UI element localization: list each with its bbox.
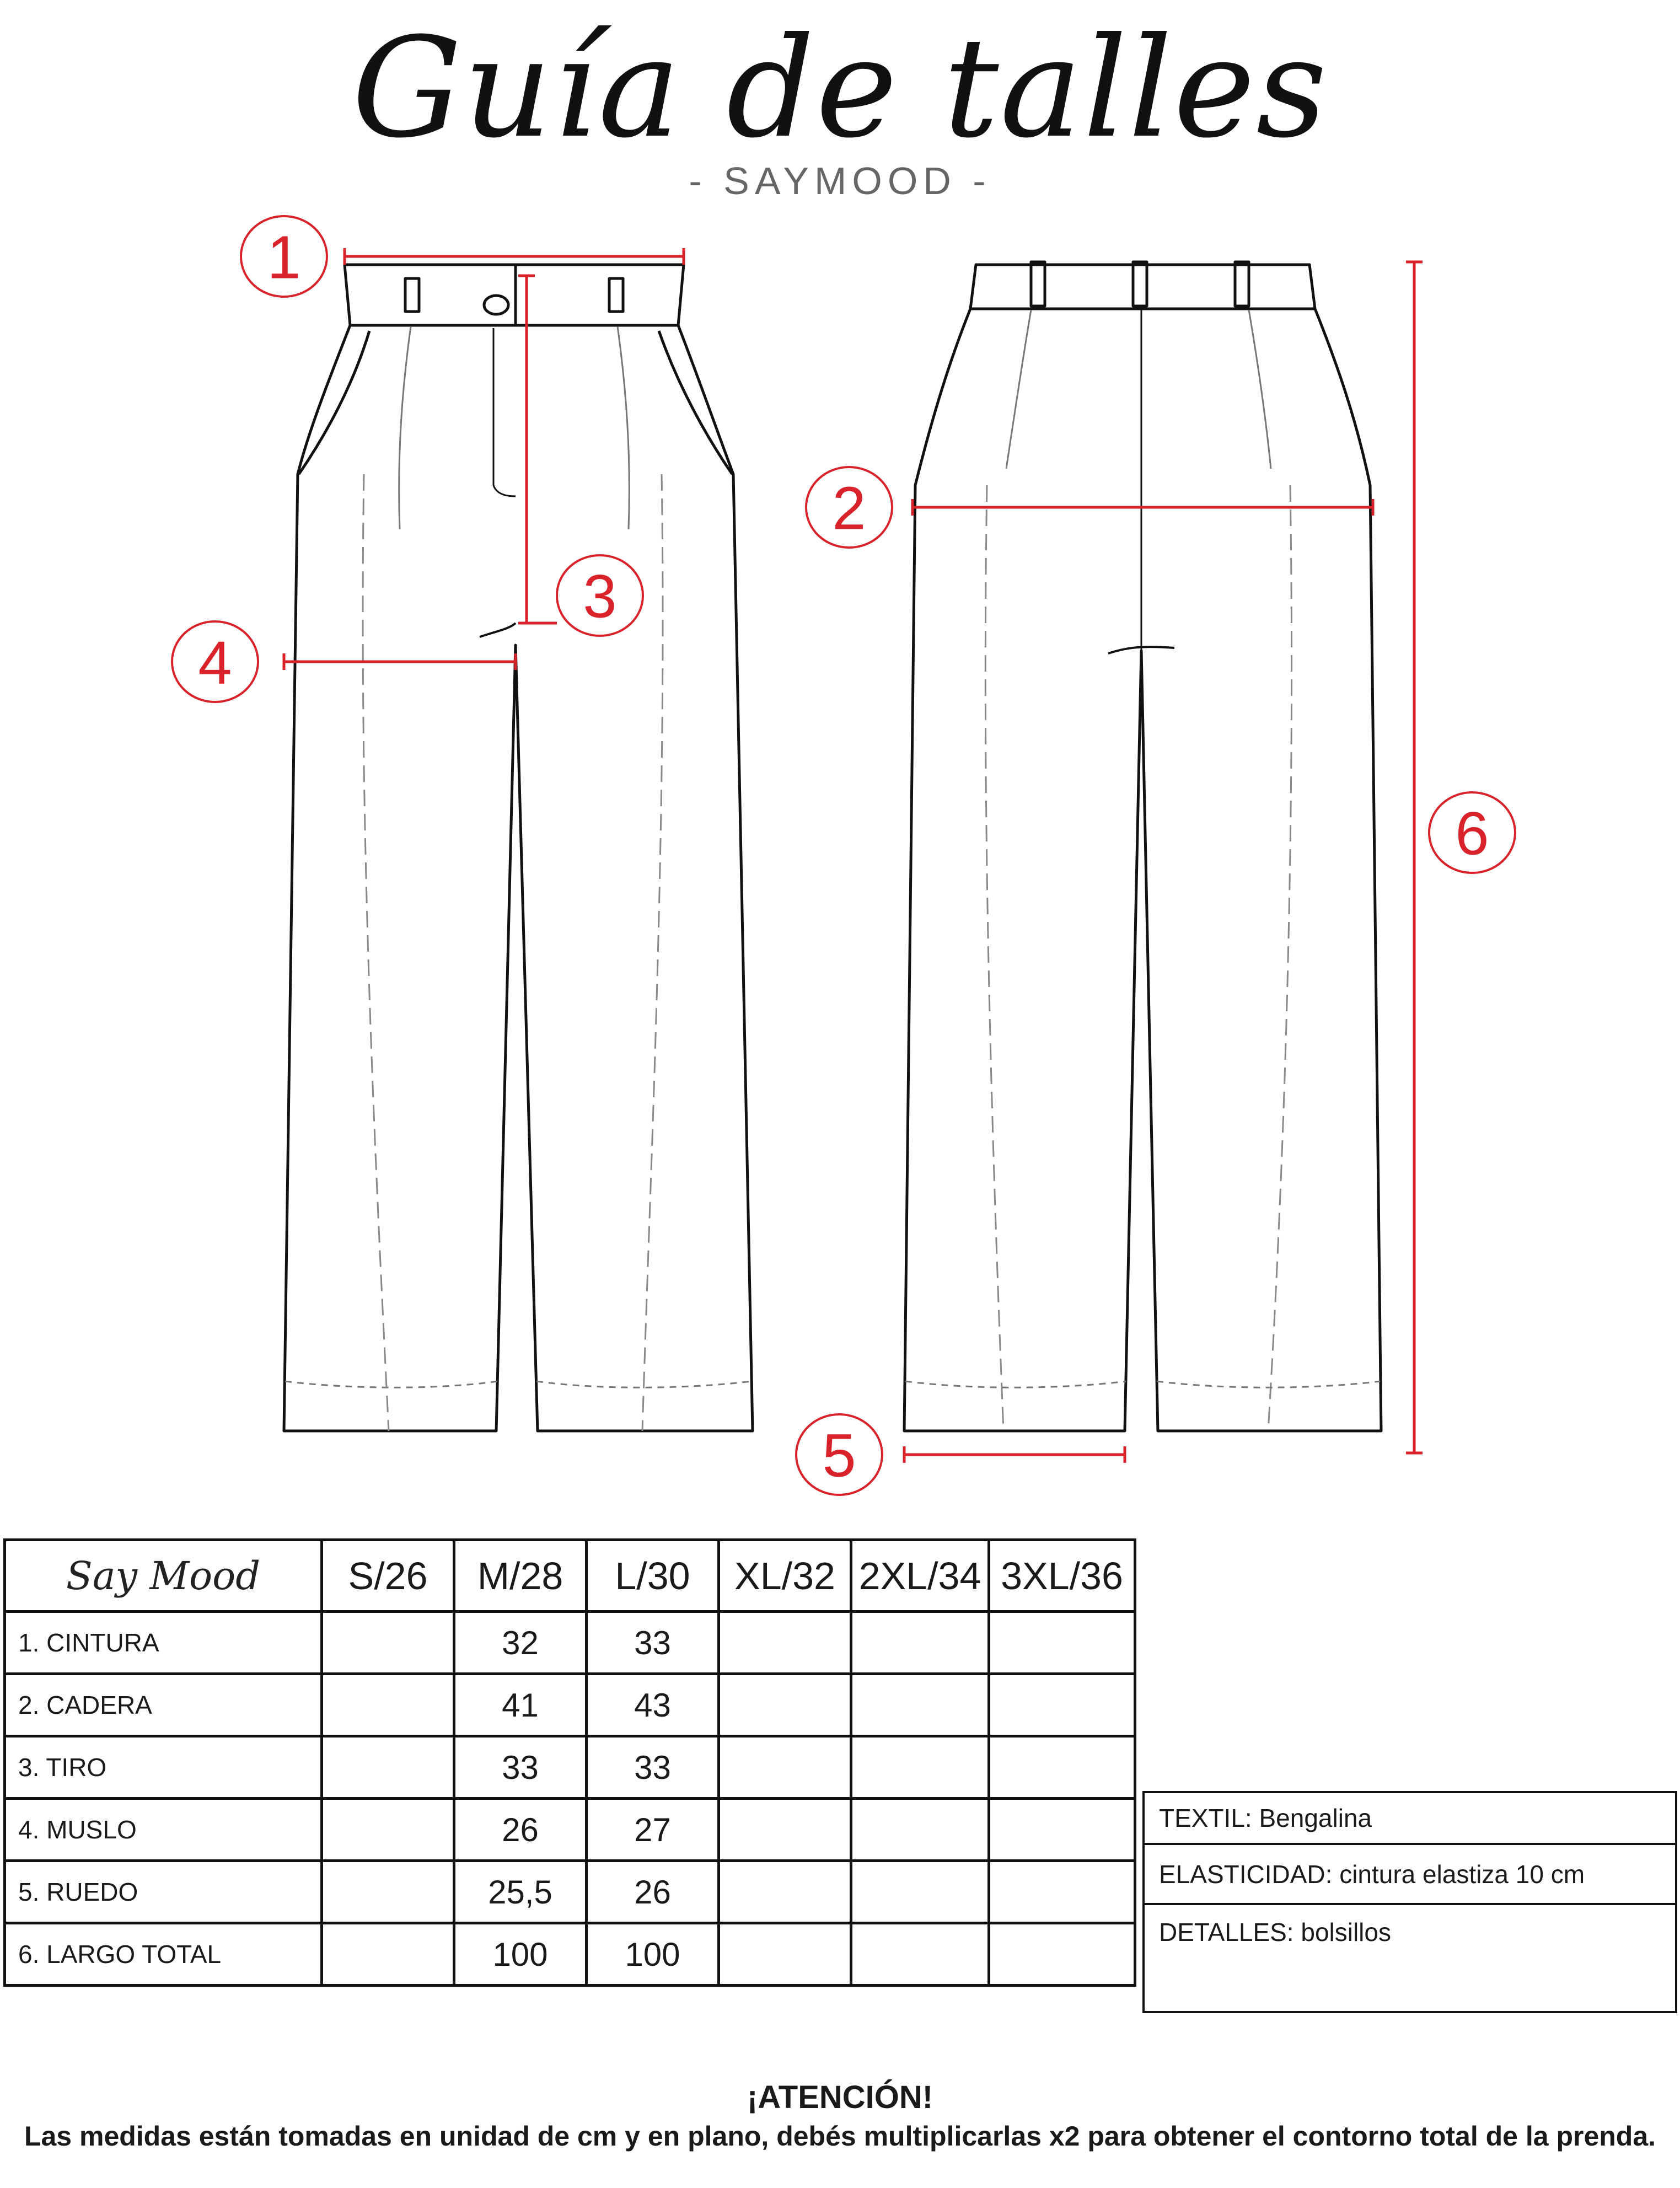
table-cell: [851, 1674, 989, 1736]
marker-1-label: 1: [267, 223, 301, 292]
marker-1: [241, 216, 327, 297]
textil-detail: TEXTIL: Bengalina: [1144, 1792, 1676, 1844]
table-cell: 33: [587, 1612, 719, 1674]
size-header: 2XL/34: [851, 1540, 989, 1612]
table-row: [5, 1799, 1135, 1861]
table-cell: [719, 1612, 851, 1674]
table-cell: 26: [587, 1861, 719, 1923]
table-row: [5, 1674, 1135, 1736]
table-cell: 100: [454, 1923, 587, 1986]
table-cell: [989, 1799, 1135, 1861]
table-cell: 41: [454, 1674, 587, 1736]
table-cell: [322, 1923, 454, 1986]
attention-title: ¡ATENCIÓN!: [747, 2079, 933, 2115]
pants-back-view: [904, 262, 1381, 1431]
marker-6: [1429, 792, 1515, 873]
table-cell: 43: [587, 1674, 719, 1736]
table-cell: [322, 1612, 454, 1674]
table-cell: 32: [454, 1612, 587, 1674]
table-cell: [719, 1674, 851, 1736]
table-cell: 33: [454, 1736, 587, 1799]
size-header: S/26: [322, 1540, 454, 1612]
row-label: 1. CINTURA: [5, 1612, 322, 1674]
size-header: XL/32: [719, 1540, 851, 1612]
table-cell: 25,5: [454, 1861, 587, 1923]
table-cell: [989, 1612, 1135, 1674]
table-cell: [322, 1861, 454, 1923]
detalles-detail: DETALLES: bolsillos: [1144, 1904, 1676, 2012]
page-title: Guía de talles: [352, 8, 1328, 168]
table-cell: 26: [454, 1799, 587, 1861]
marker-4-label: 4: [198, 629, 232, 697]
table-row: [5, 1861, 1135, 1923]
table-cell: [322, 1674, 454, 1736]
table-cell: [851, 1861, 989, 1923]
marker-3: [557, 555, 643, 636]
table-cell: [322, 1736, 454, 1799]
table-cell: [989, 1674, 1135, 1736]
table-cell: 27: [587, 1799, 719, 1861]
marker-2: [806, 467, 892, 548]
size-header: L/30: [587, 1540, 719, 1612]
size-table-header: [5, 1540, 1135, 1612]
marker-2-label: 2: [832, 474, 866, 543]
table-cell: 100: [587, 1923, 719, 1986]
attention-text: Las medidas están tomadas en unidad de cm y en plano, debés multiplicarlas x2 para obtener el contorno total de la prenda.: [24, 2121, 1656, 2152]
size-header: M/28: [454, 1540, 587, 1612]
table-cell: [719, 1736, 851, 1799]
table-cell: [851, 1612, 989, 1674]
brand-signature: Say Mood: [66, 1553, 261, 1599]
marker-4: [172, 621, 258, 702]
marker-3-label: 3: [583, 562, 617, 631]
table-cell: [851, 1736, 989, 1799]
table-cell: [851, 1923, 989, 1986]
row-label: 3. TIRO: [5, 1736, 322, 1799]
row-label: 4. MUSLO: [5, 1799, 322, 1861]
table-cell: [719, 1861, 851, 1923]
row-label: 6. LARGO TOTAL: [5, 1923, 322, 1986]
size-header: 3XL/36: [989, 1540, 1135, 1612]
table-row: [5, 1612, 1135, 1674]
fabric-details-table: [1142, 1791, 1677, 2013]
table-cell: [322, 1799, 454, 1861]
row-label: 2. CADERA: [5, 1674, 322, 1736]
brand-cell: [5, 1540, 322, 1612]
table-row: [5, 1923, 1135, 1986]
marker-6-label: 6: [1455, 800, 1489, 868]
marker-5-label: 5: [822, 1422, 856, 1490]
table-row: [5, 1736, 1135, 1799]
table-cell: [989, 1861, 1135, 1923]
size-table: [3, 1538, 1136, 1987]
table-cell: 33: [587, 1736, 719, 1799]
table-cell: [719, 1923, 851, 1986]
table-cell: [989, 1923, 1135, 1986]
table-cell: [719, 1799, 851, 1861]
pants-front-view: [284, 265, 753, 1431]
table-cell: [851, 1799, 989, 1861]
elasticidad-detail: ELASTICIDAD: cintura elastiza 10 cm: [1144, 1844, 1676, 1904]
table-cell: [989, 1736, 1135, 1799]
brand-subtitle: - SAYMOOD -: [689, 159, 991, 202]
row-label: 5. RUEDO: [5, 1861, 322, 1923]
measurement-lines: [284, 248, 1423, 1463]
marker-5: [796, 1414, 882, 1495]
